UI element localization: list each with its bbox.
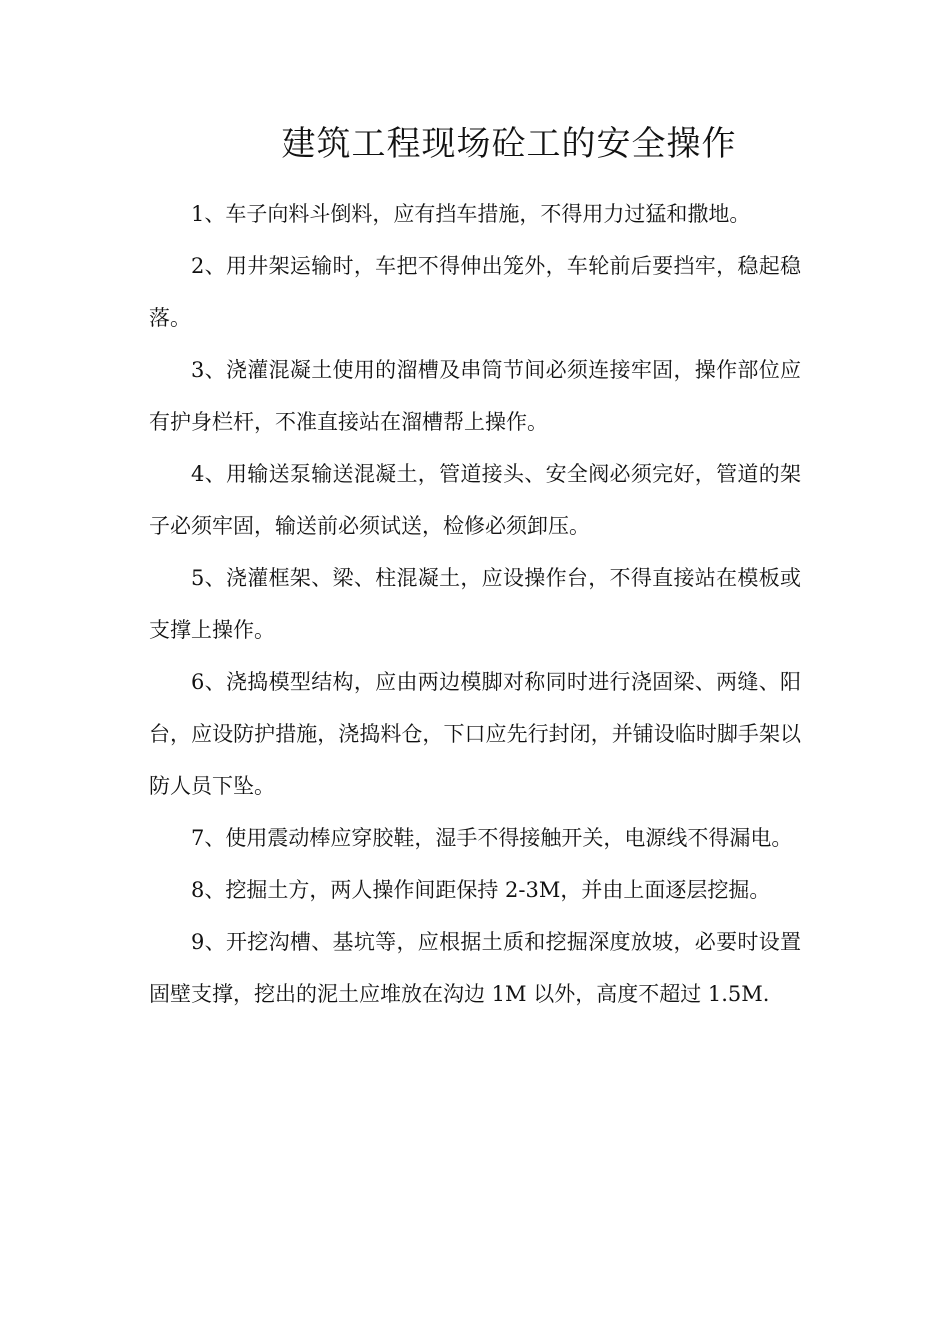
- document-body: [149, 188, 801, 1020]
- rule-paragraph-9: 9、开挖沟槽、基坑等，应根据土质和挖掘深度放坡，必要时设置固壁支撑，挖出的泥土应堆放在沟边 1M 以外，高度不超过 1.5M.: [149, 930, 801, 1006]
- rule-paragraph-2: 2、用井架运输时，车把不得伸出笼外，车轮前后要挡牢，稳起稳落。: [149, 254, 801, 330]
- rule-paragraph-4: 4、用输送泵输送混凝土，管道接头、安全阀必须完好，管道的架子必须牢固，输送前必须试送，检修必须卸压。: [149, 462, 801, 538]
- document-title: 建筑工程现场砼工的安全操作: [281, 124, 737, 164]
- rule-paragraph-6: 6、浇捣模型结构，应由两边模脚对称同时进行浇固梁、两缝、阳台，应设防护措施，浇捣料仓，下口应先行封闭，并铺设临时脚手架以防人员下坠。: [149, 670, 801, 798]
- rule-paragraph-8: 8、挖掘土方，两人操作间距保持 2-3M，并由上面逐层挖掘。: [191, 878, 771, 902]
- rule-paragraph-7: 7、使用震动棒应穿胶鞋，湿手不得接触开关，电源线不得漏电。: [191, 826, 793, 850]
- rule-paragraph-5: 5、浇灌框架、梁、柱混凝土，应设操作台，不得直接站在模板或支撑上操作。: [149, 566, 801, 642]
- rule-paragraph-3: 3、浇灌混凝土使用的溜槽及串筒节间必须连接牢固，操作部位应有护身栏杆，不准直接站在溜槽帮上操作。: [149, 358, 801, 434]
- rule-paragraph-1: 1、车子向料斗倒料，应有挡车措施，不得用力过猛和撒地。: [191, 202, 751, 226]
